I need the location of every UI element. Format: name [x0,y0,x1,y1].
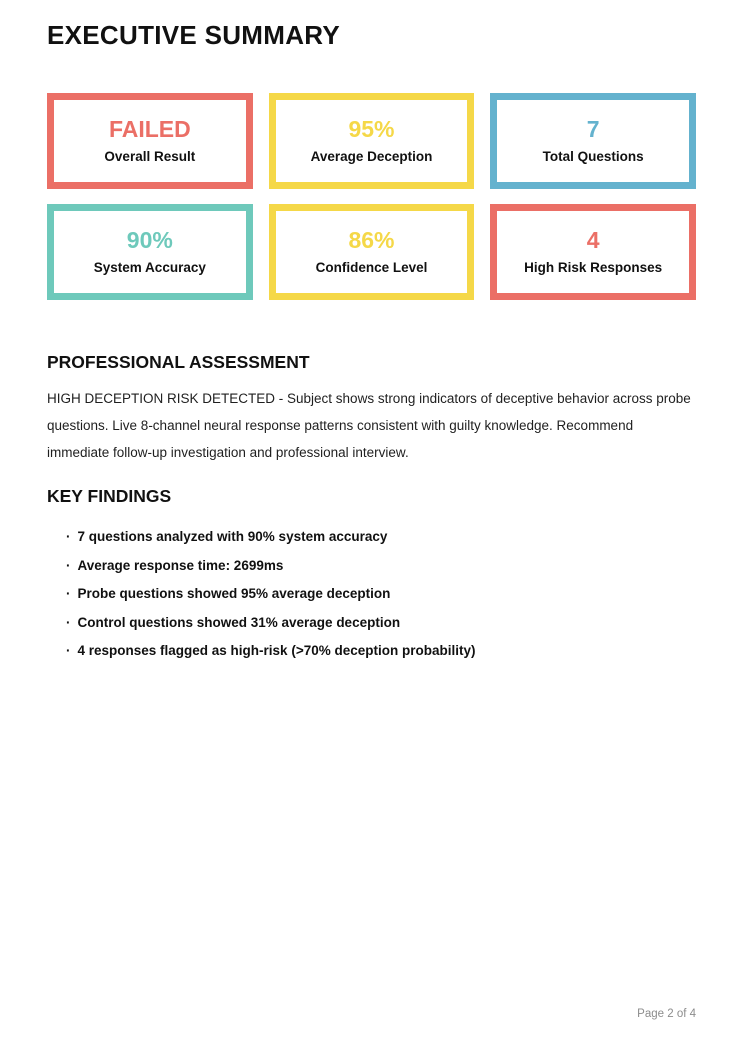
stat-value: 90% [126,227,173,254]
finding-text: 7 questions analyzed with 90% system accuracy [77,529,388,544]
professional-assessment-body: HIGH DECEPTION RISK DETECTED - Subject shows strong indicators of deceptive behavior across probe questions. Live 8-channel neural response patterns consistent with guilty knowledge. Recommend immediate follow-up investigation and professional interview. [47,391,691,460]
bullet-icon: · [66,557,71,573]
stat-value: 4 [586,227,600,254]
professional-assessment-heading: PROFESSIONAL ASSESSMENT [47,352,310,372]
bullet-icon: · [66,586,71,601]
stat-label: Average Deception [310,149,433,165]
stat-value: FAILED [108,116,191,143]
stat-card-average-deception [269,93,475,189]
stat-card-grid [47,93,696,300]
stat-card-total-questions [490,93,696,189]
key-findings-heading: KEY FINDINGS [47,486,172,506]
stat-label: Confidence Level [315,260,428,276]
stat-card-system-accuracy [47,204,253,300]
bullet-icon: · [66,529,71,544]
bullet-icon: · [66,614,71,630]
list-item [66,580,696,609]
bullet-icon: · [66,643,71,658]
stat-card-confidence-level [269,204,475,300]
stat-card-overall-result [47,93,253,189]
page-title: EXECUTIVE SUMMARY [47,20,341,50]
stat-label: System Accuracy [93,260,206,276]
page-footer: Page 2 of 4 [637,1008,696,1020]
finding-text: 4 responses flagged as high-risk (>70% deception probability) [77,643,476,658]
finding-text: Control questions showed 31% average deception [77,614,401,630]
list-item [66,609,696,638]
finding-text: Probe questions showed 95% average deception [77,586,391,601]
list-item [66,523,696,552]
finding-text: Average response time: 2699ms [77,557,284,573]
stat-label: High Risk Responses [524,260,663,276]
list-item [66,552,696,581]
professional-assessment-section [47,352,696,466]
stat-card-high-risk-responses [490,204,696,300]
key-findings-list [47,523,696,666]
stat-value: 7 [586,116,600,143]
stat-value: 95% [348,116,395,143]
stat-label: Total Questions [542,149,644,165]
stat-label: Overall Result [104,149,196,165]
stat-value: 86% [348,227,395,254]
key-findings-section [47,486,696,666]
list-item [66,637,696,666]
